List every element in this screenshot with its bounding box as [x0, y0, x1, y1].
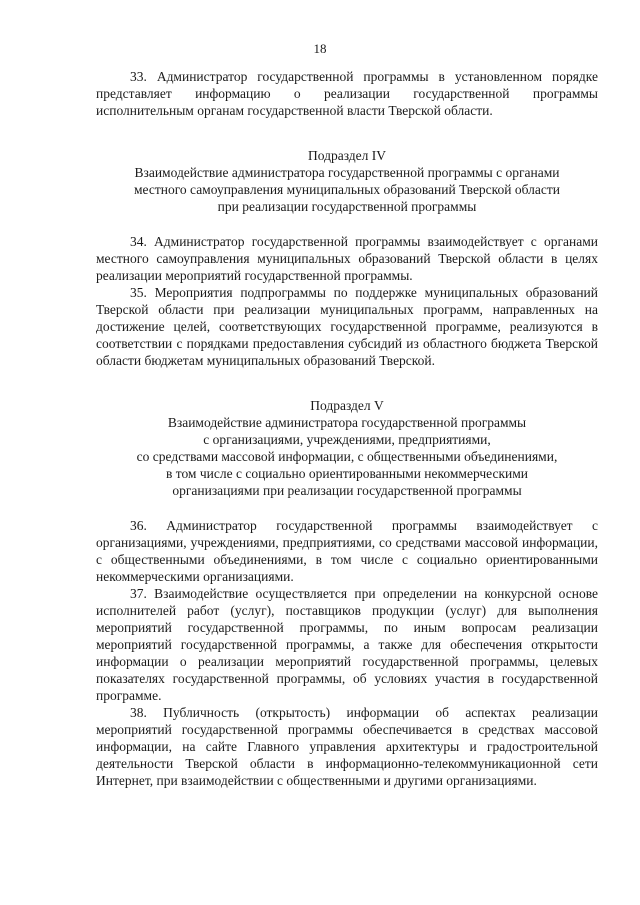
paragraph-37: 37. Взаимодействие осуществляется при определении на конкурсной основе исполнителей работ (услуг), поставщиков продукции (услуг) для выполнения мероприятий государственной программы, по иным вопросам реализации мероприятий государственной программы, а также для обеспечения открытости информации о реализации мероприятий государственной программы, целевых показателях государственной программы, об условиях участия в государственной программе.	[96, 586, 598, 703]
subsection-4-heading-line-1: Взаимодействие администратора государственной программы с органами	[134, 165, 560, 180]
paragraph-38: 38. Публичность (открытость) информации об аспектах реализации мероприятий государственной программы обеспечивается в средствах массовой информации, на сайте Главного управления архитектуры и градостроительной деятельности Тверской области в информационно-телекоммуникационной сети Интернет, при взаимодействии с общественными и другими организациями.	[96, 705, 598, 788]
subsection-5-title: Подраздел V	[310, 398, 384, 413]
paragraph-33: 33. Администратор государственной программы в установленном порядке представляет информацию о реализации государственной программы исполнительным органам государственной власти Тверской области.	[96, 69, 598, 118]
subsection-4-heading-line-3: при реализации государственной программы	[217, 199, 477, 214]
paragraph-36: 36. Администратор государственной программы взаимодействует с организациями, учреждениями, предприятиями, со средствами массовой информации, с общественными объединениями, в том числе с социально ориентированными некоммерческими организациями.	[96, 518, 598, 584]
subsection-4-heading-line-2: местного самоуправления муниципальных образований Тверской области	[133, 182, 561, 197]
document-body	[96, 68, 598, 789]
subsection-5-heading-line-1: Взаимодействие администратора государственной программы	[167, 415, 527, 430]
subsection-5-heading-line-3: со средствами массовой информации, с общественными объединениями,	[136, 449, 558, 464]
subsection-5-heading-line-4: в том числе с социально ориентированными некоммерческими	[165, 466, 529, 481]
page-number: 18	[313, 41, 327, 56]
paragraph-35: 35. Мероприятия подпрограммы по поддержке муниципальных образований Тверской области при реализации муниципальных программ, направленных на достижение целей, соответствующих государственной программе, реализуются в соответствии с порядками предоставления субсидий из областного бюджета Тверской области бюджетам муниципальных образований Тверской.	[96, 285, 598, 368]
subsection-5-heading-line-2: с организациями, учреждениями, предприятиями,	[203, 432, 491, 447]
subsection-4-title: Подраздел IV	[307, 148, 387, 163]
paragraph-34: 34. Администратор государственной программы взаимодействует с органами местного самоуправления муниципальных образований Тверской области в целях реализации мероприятий государственной программы.	[96, 234, 598, 283]
subsection-5-heading-line-5: организациями при реализации государственной программы	[172, 483, 522, 498]
